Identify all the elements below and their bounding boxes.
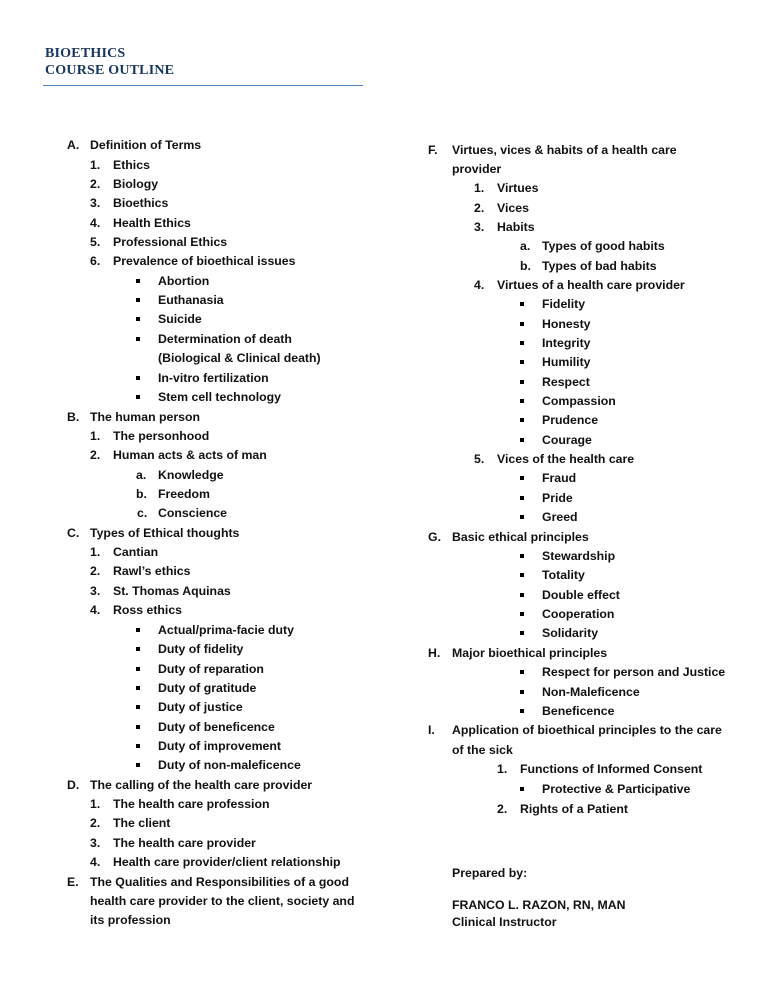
bullet-square-icon [520,612,524,616]
item-number: 1. [90,797,101,811]
bullet-item: Protective & Participative [542,782,691,796]
bullet-item: Duty of improvement [158,739,281,753]
section-title: Basic ethical principles [452,530,589,544]
bullet-item: Double effect [542,588,620,602]
bullet-item: Duty of beneficence [158,720,275,734]
bullet-item: Humility [542,355,591,369]
bullet-square-icon [520,496,524,500]
bullet-item: Courage [542,433,592,447]
bullet-square-icon [520,380,524,384]
bullet-square-icon [136,725,140,729]
section-marker: B. [67,410,80,424]
bullet-item: Determination of death [158,332,292,346]
list-item: Virtues of a health care provider [497,278,685,292]
sub-item: Freedom [158,487,210,501]
item-number: 2. [90,564,101,578]
list-item: The client [113,816,171,830]
sub-letter: c. [137,506,148,520]
list-item: Vices [497,201,529,215]
list-item: St. Thomas Aquinas [113,584,231,598]
bullet-square-icon [136,763,140,767]
bullet-square-icon [520,438,524,442]
bullet-item: Fidelity [542,297,586,311]
sub-item: Conscience [158,506,228,520]
bullet-item: Duty of gratitude [158,681,257,695]
sub-letter: b. [136,487,147,501]
bullet-square-icon [136,298,140,302]
sub-item: Types of bad habits [542,259,657,273]
item-number: 1. [474,181,485,195]
preparer-role: Clinical Instructor [452,915,557,929]
bullet-item: Prudence [542,413,599,427]
bullet-square-icon [136,744,140,748]
preparer-name: FRANCO L. RAZON, RN, MAN [452,898,626,912]
list-item: Biology [113,177,159,191]
item-number: 1. [90,429,101,443]
bullet-item: Abortion [158,274,210,288]
item-number: 5. [474,452,485,466]
list-item: Rights of a Patient [520,802,628,816]
bullet-square-icon [520,593,524,597]
item-number: 4. [90,855,101,869]
bullet-square-icon [520,476,524,480]
list-item: Professional Ethics [113,235,228,249]
item-number: 2. [90,448,101,462]
list-item: Human acts & acts of man [113,448,267,462]
bullet-square-icon [136,395,140,399]
sub-item: Knowledge [158,468,224,482]
section-marker: E. [67,875,79,889]
section-title-line: health care provider to the client, society and [90,894,355,908]
item-number: 2. [474,201,485,215]
item-number: 1. [90,545,101,559]
bullet-item: Actual/prima-facie duty [158,623,294,637]
list-item: The health care profession [113,797,270,811]
bullet-item: Solidarity [542,626,599,640]
bullet-item: Integrity [542,336,591,350]
bullet-square-icon [136,317,140,321]
list-item: Habits [497,220,535,234]
list-item: Virtues [497,181,539,195]
bullet-square-icon [520,418,524,422]
section-marker: A. [67,138,80,152]
item-number: 2. [90,177,101,191]
bullet-square-icon [520,690,524,694]
bullet-square-icon [520,670,524,674]
section-marker: I. [428,723,435,737]
bullet-item: Respect [542,375,590,389]
bullet-item: Compassion [542,394,616,408]
item-number: 4. [474,278,485,292]
bullet-item-continuation: (Biological & Clinical death) [158,351,321,365]
bullet-square-icon [136,279,140,283]
bullet-item: Respect for person and Justice [542,665,726,679]
item-number: 4. [90,603,101,617]
section-marker: C. [67,526,80,540]
section-marker: F. [428,143,438,157]
bullet-square-icon [520,515,524,519]
list-item: The personhood [113,429,210,443]
bullet-item: Stewardship [542,549,616,563]
bullet-item: Beneficence [542,704,615,718]
list-item: Bioethics [113,196,169,210]
list-item: Functions of Informed Consent [520,762,703,776]
section-title-line: its profession [90,913,171,927]
bullet-item: Pride [542,491,573,505]
item-number: 3. [90,196,101,210]
prepared-by-label: Prepared by: [452,866,528,880]
bullet-item: Euthanasia [158,293,224,307]
list-item: Cantian [113,545,159,559]
item-number: 4. [90,216,101,230]
bullet-square-icon [520,787,524,791]
bullet-item: Totality [542,568,585,582]
section-marker: G. [428,530,441,544]
document-title: BIOETHICS [45,46,126,61]
bullet-square-icon [136,376,140,380]
list-item: The health care provider [113,836,256,850]
sub-item: Types of good habits [542,239,665,253]
bullet-square-icon [136,686,140,690]
bullet-square-icon [136,628,140,632]
bullet-square-icon [520,399,524,403]
list-item: Vices of the health care [497,452,635,466]
section-title: The human person [90,410,200,424]
document-subtitle: COURSE OUTLINE [45,63,175,78]
section-title: Types of Ethical thoughts [90,526,240,540]
bullet-square-icon [136,647,140,651]
bullet-item: Non-Maleficence [542,685,640,699]
list-item: Health care provider/client relationship [113,855,341,869]
bullet-item: Suicide [158,312,202,326]
item-number: 6. [90,254,101,268]
bullet-square-icon [520,573,524,577]
bullet-item: Duty of non-maleficence [158,758,301,772]
bullet-item: In-vitro fertilization [158,371,269,385]
list-item: Health Ethics [113,216,191,230]
item-number: 3. [90,836,101,850]
section-title-line: of the sick [452,743,513,757]
bullet-square-icon [520,302,524,306]
bullet-square-icon [520,360,524,364]
bullet-square-icon [520,322,524,326]
bullet-item: Duty of fidelity [158,642,244,656]
sub-letter: a. [520,239,531,253]
bullet-square-icon [520,554,524,558]
bullet-item: Duty of reparation [158,662,264,676]
document-header [45,45,174,79]
item-number: 1. [90,158,101,172]
sub-letter: b. [520,259,531,273]
header-divider [43,85,363,86]
bullet-square-icon [520,709,524,713]
bullet-square-icon [136,667,140,671]
item-number: 3. [90,584,101,598]
item-number: 2. [497,802,508,816]
list-item: Rawl’s ethics [113,564,191,578]
section-title: Definition of Terms [90,138,202,152]
bullet-item: Fraud [542,471,577,485]
bullet-item: Duty of justice [158,700,243,714]
list-item: Ethics [113,158,150,172]
item-number: 1. [497,762,508,776]
list-item: Prevalence of bioethical issues [113,254,296,268]
section-marker: D. [67,778,80,792]
bullet-square-icon [136,337,140,341]
bullet-item: Greed [542,510,578,524]
bullet-item: Honesty [542,317,591,331]
item-number: 5. [90,235,101,249]
section-marker: H. [428,646,441,660]
item-number: 3. [474,220,485,234]
bullet-square-icon [136,705,140,709]
bullet-square-icon [520,341,524,345]
list-item: Ross ethics [113,603,183,617]
bullet-item: Stem cell technology [158,390,281,404]
section-title: Major bioethical principles [452,646,608,660]
section-title-line: Application of bioethical principles to the care [452,723,722,737]
bullet-square-icon [520,631,524,635]
sub-letter: a. [136,468,147,482]
section-title: The calling of the health care provider [90,778,313,792]
item-number: 2. [90,816,101,830]
section-title-line: Virtues, vices & habits of a health care [452,143,677,157]
section-title-line: provider [452,162,502,176]
section-title-line: The Qualities and Responsibilities of a good [90,875,349,889]
bullet-item: Cooperation [542,607,615,621]
